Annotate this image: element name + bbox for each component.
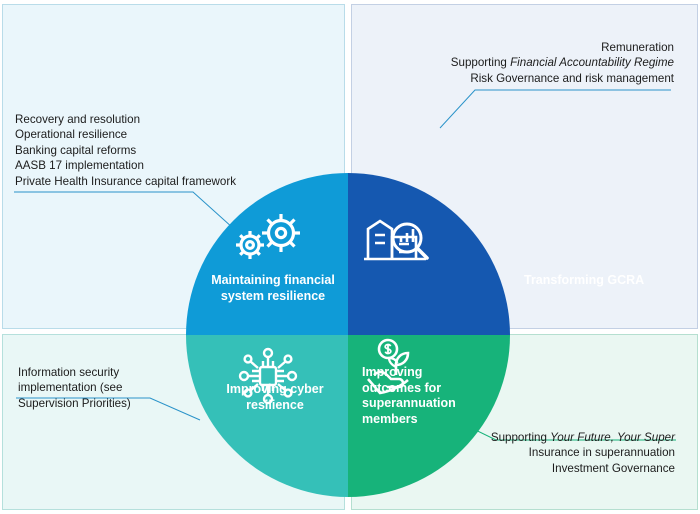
- segment-improving-cyber-resilience[interactable]: [186, 335, 348, 497]
- segment-label-superannuation: Improving outcomes for superannuation members: [362, 365, 456, 426]
- segment-improving-outcomes-superannuation[interactable]: [348, 335, 510, 497]
- gears-icon: [228, 211, 306, 274]
- note-line: Remuneration: [601, 41, 674, 54]
- note-line: [356, 55, 674, 70]
- note-line: Information security implementation (see Supervision Priorities): [18, 366, 131, 410]
- segment-maintaining-financial-system-resilience[interactable]: [186, 173, 348, 335]
- note-bottom-left: [18, 365, 178, 411]
- segment-transforming-gcra[interactable]: [348, 173, 645, 335]
- note-prefix: Supporting: [450, 56, 511, 70]
- note-emphasis: Your Future, Your Super: [550, 431, 675, 444]
- note-prefix: Supporting: [490, 431, 551, 444]
- note-line: AASB 17 implementation: [15, 159, 144, 173]
- note-emphasis: Financial Accountability Regime: [510, 56, 674, 70]
- note-line: Banking capital reforms: [15, 143, 137, 157]
- segment-label-maintaining: Maintaining financial system resilience: [211, 273, 335, 303]
- note-line: Operational resilience: [15, 128, 128, 142]
- note-line: Recovery and resolution: [15, 113, 141, 126]
- segment-label-transforming: Transforming GCRA: [524, 273, 645, 287]
- note-line: Private Health Insurance capital framework: [15, 174, 237, 188]
- building-magnifier-icon: [360, 211, 438, 276]
- note-line: Risk Governance and risk management: [470, 71, 674, 85]
- note-line: Insurance in superannuation: [528, 446, 675, 460]
- segment-label-cyber: Improving cyber resilience: [226, 382, 324, 412]
- note-line: Investment Governance: [551, 461, 675, 475]
- note-top-right: [356, 40, 674, 86]
